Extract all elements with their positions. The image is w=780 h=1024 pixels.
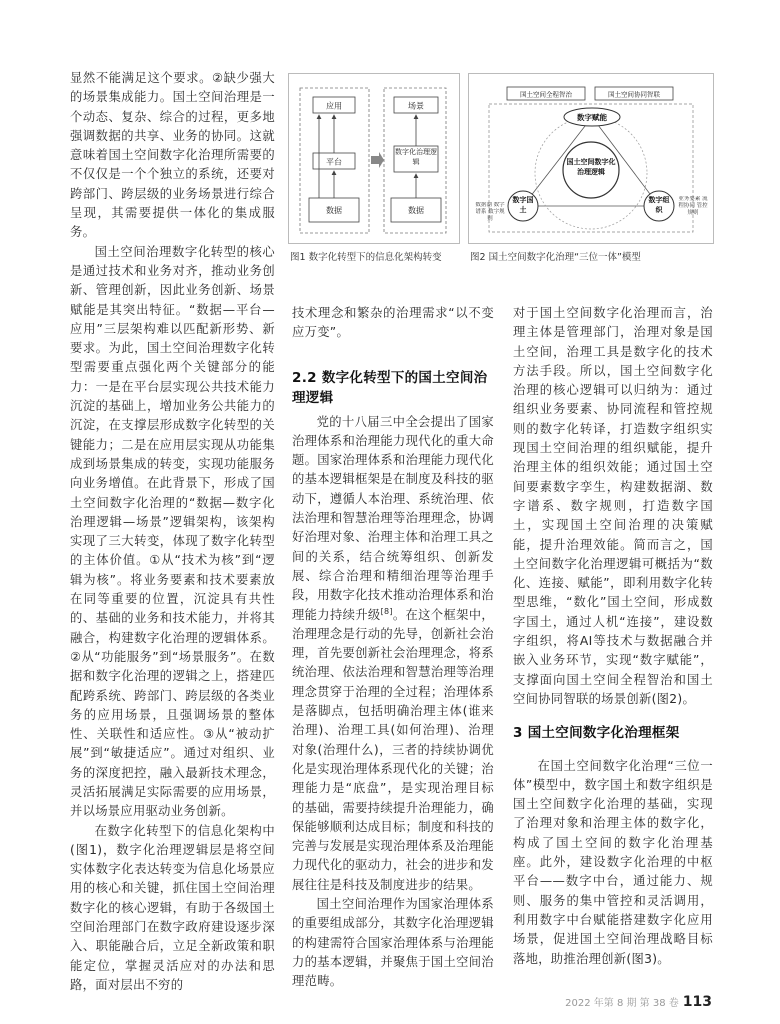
fig1-right-label-scene: 场景 (408, 101, 424, 111)
paragraph: 技术理念和繁杂的治理需求“以不变应万变”。 (292, 306, 494, 340)
section-heading-2-2: 2.2 数字化转型下的国土空间治理逻辑 (292, 369, 488, 406)
fig1-right-logic-wrap (395, 148, 437, 171)
paragraph: 在数字化转型下的信息化架构中(图1)，数字化治理逻辑层是将空间实体数字化表达转变为信息化场景应用的核心和关键，抓住国土空间治理数字化的核心逻辑，有助于各级国土空间治理部门在数字政府建设逐步深入、职能融合后，立足全新政策和职能定位，掌握灵活应对的办法和思路，面对层出不穷的 (70, 823, 275, 992)
fig2-left-node-label: 数字国土 (512, 196, 534, 214)
fig2-right-note-wrap (676, 196, 710, 226)
fig2-right-note: 业务要素 流程协同 管控规则 (678, 196, 708, 216)
fig1-right-label-data: 数据 (408, 206, 424, 215)
column-2 (292, 304, 494, 992)
paragraph: 对于国土空间数字化治理而言，治理主体是管理部门，治理对象是国土空间，治理工具是数字化的技术方法手段。所以，国土空间数字化治理的核心逻辑可以归纳为：通过组织业务要素、协同流程和管控规则的数字化转译，打造数字组织实现国土空间治理的组织赋能，提升治理主体的组织效能；通过国土空间要素数字孪生，构建数据湖、数字谱系、数字规则，打造数字国土，实现国土空间治理的决策赋能，提升治理效能。简而言之，国土空间数字化治理逻辑可概括为“数化、连接、赋能”，即利用数字化转型思维，“数化”国土空间，形成数字国土，通过人机“连接”，建设数字组织，将AI等技术与数据融合并嵌入业务环节，实现“数字赋能”，支撑面向国土空间全程智治和国土空间协同智联的场景创新(图2)。 (513, 306, 713, 706)
fig2-top-left-label: 国土空间全程智治 (520, 90, 572, 99)
paragraph: 显然不能满足这个要求。②缺少强大的场景集成能力。国土空间治理是一个动态、复杂、综合的过程，更多地强调数据的共享、业务的协同。这就意味着国土空间数字化治理所需要的不仅仅是一个个独立的系统，还要对跨部门、跨层级的业务场景进行综合呈现，其需要提供一体化的集成服务。 (70, 71, 275, 240)
fig2-left-note-wrap (473, 202, 507, 232)
fig1-left-label-app: 应用 (326, 101, 342, 111)
figure-2 (468, 73, 714, 244)
figure-2-diagram (469, 74, 713, 243)
fig1-left-label-data: 数据 (326, 206, 342, 215)
fig2-center-label: 国土空间数字化治理逻辑 (566, 158, 616, 176)
paragraph-text: 。在这个框架中，治理理念是行动的先导，创新社会治理，首先要创新社会治理理念，将系统治理、依法治理和智慧治理等治理理念贯穿于治理的全过程；治理体系是落脚点，包括明确治理主体(谁来治理)、治理工具(如何治理)、治理对象(治理什么)，三者的持续协调优化是实现治理体系现代化的关键；治理能力是“底盘”，是实现治理目标的基础，需要持续提升治理能力，确保能够顺利达成目标；制度和科技的完善与发展是实现治理体系及治理能力现代化的驱动力，社会的进步和发展往往是科技及制度进步的结果。 (292, 607, 494, 892)
fig2-left-wrap (511, 196, 535, 218)
fig1-right-label-logic: 数字化治理逻辑 (395, 148, 437, 166)
figure-1-caption: 图1 数字化转型下的信息化架构转变 (290, 252, 442, 263)
fig2-center-wrap (566, 158, 616, 184)
page-footer (565, 994, 712, 1010)
paragraph-text: 党的十八届三中全会提出了国家治理体系和治理能力现代化的重大命题。国家治理体系和治理能力现代化的基本逻辑框架是在制度及科技的驱动下，遵循人本治理、系统治理、依法治理和智慧治理等治理理念，协调好治理对象、治理主体和治理工具之间的关系，结合统筹组织、创新发展、综合治理和精细治理等治理手段，用数字化技术推动治理体系和治理能力持续升级 (292, 414, 494, 622)
fig1-left-label-platform: 平台 (326, 157, 342, 167)
fig2-right-node-label: 数字组织 (648, 196, 670, 214)
paragraph (292, 413, 494, 895)
column-1 (70, 69, 275, 995)
figure-1 (288, 73, 460, 244)
page-number: 113 (682, 994, 712, 1010)
citation-ref[interactable]: [8] (380, 606, 393, 616)
section-heading-3: 3 国土空间数字化治理框架 (513, 725, 680, 742)
issue-info: 2022 年第 8 期 第 38 卷 (565, 998, 679, 1009)
fig2-top-right-label: 国土空间协同智联 (608, 90, 660, 99)
figure-2-caption: 图2 国土空间数字化治理“三位一体”模型 (470, 252, 641, 263)
column-3 (513, 304, 713, 969)
paragraph: 在国土空间数字化治理“三位一体”模型中，数字国土和数字组织是国土空间数字化治理的基础，实现了治理对象和治理主体的数字化，构成了国土空间的数字化治理基座。此外，建设数字化治理的中枢平台——数字中台，通过能力、规则、服务的集中管控和灵活调用，利用数字中台赋能搭建数字化应用场景，促进国土空间治理战略目标落地，助推治理创新(图3)。 (513, 758, 713, 966)
paragraph: 国土空间治理数字化转型的核心是通过技术和业务对齐，推动业务创新、管理创新，因此业务创新、场景赋能是其突出特征。“数据—平台—应用”三层架构难以匹配新形势、新要求。为此，国土空间治理数字化转型需要重点强化两个关键部分的能力：一是在平台层实现公共技术能力沉淀的基础上，增加业务公共能力的沉淀，在支撑层形成数字化转型的关键能力；二是在应用层实现从功能集成到场景集成的转变，实现功能服务向业务增值。在此背景下，形成了国土空间数字化治理的“数据—数字化治理逻辑—场景”逻辑架构，该架构实现了三大转变，体现了数字化转型的主体价值。①从“技术为核”到“逻辑为核”。将业务要素和技术要素放在同等重要的位置，沉淀具有共性的、基础的业务和技术能力，并将其融合，构建数字化治理的逻辑体系。②从“功能服务”到“场景服务”。在数据和数字化治理的逻辑之上，搭建匹配跨系统、跨部门、跨层级的各类业务的应用场景，且强调场景的整体性、关联性和适应性。③从“被动扩展”到“敏捷适应”。通过对组织、业务的深度把控，融入最新技术理念，灵活拓展满足实际需要的应用场景，并以场景应用驱动业务创新。 (70, 244, 275, 819)
fig2-left-note: 数据湖 数字谱系 数字规则 (475, 202, 505, 222)
fig1-transform-arrow (371, 152, 384, 168)
fig2-top-node-label: 数字赋能 (577, 113, 607, 122)
paragraph: 国土空间治理作为国家治理体系的重要组成部分，其数字化治理逻辑的构建需符合国家治理体系与治理能力的基本逻辑，并聚焦于国土空间治理范畴。 (292, 897, 494, 989)
fig2-right-wrap (647, 196, 671, 218)
figure-1-diagram (289, 74, 459, 243)
